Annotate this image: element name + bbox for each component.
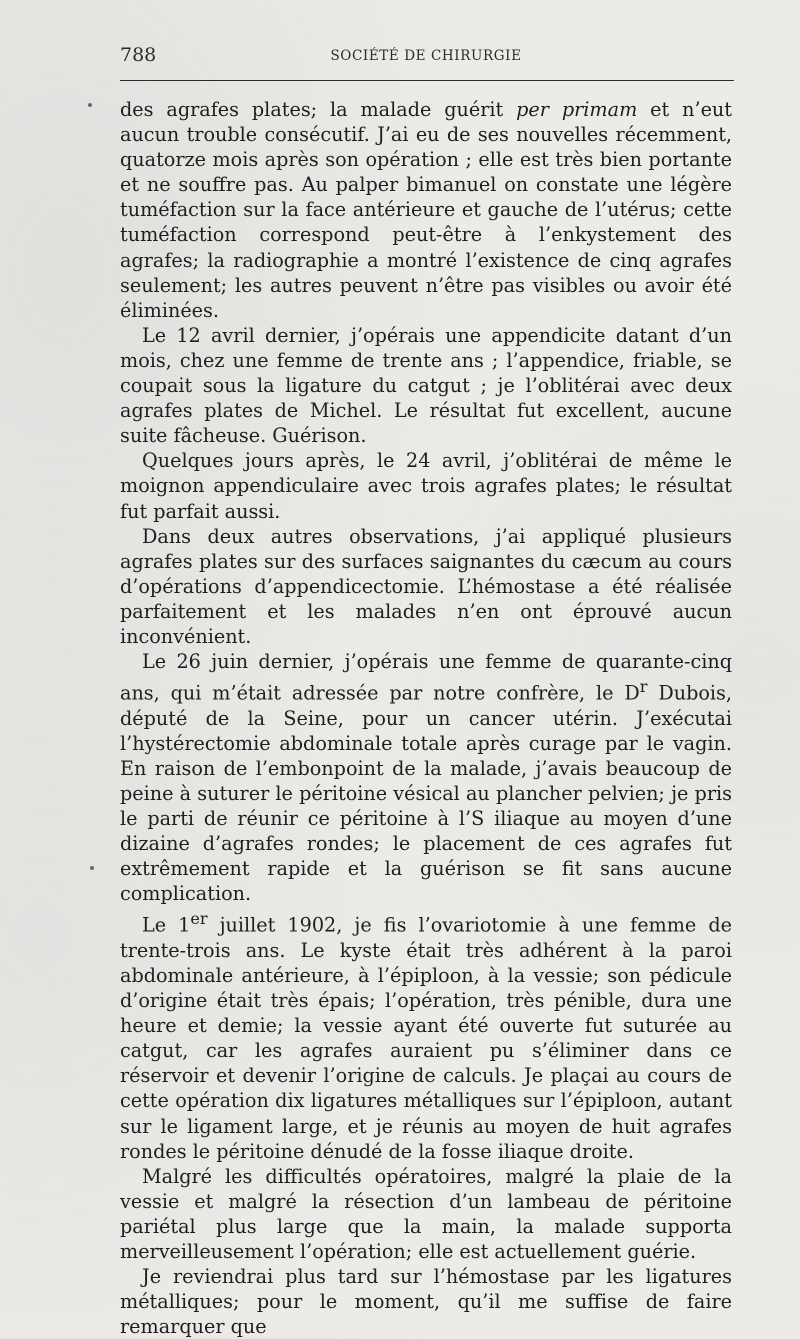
header-rule [120,80,734,81]
paragraph-1-text-a: des agrafes plates; la malade guérit [120,98,517,121]
paper-speck [90,866,94,870]
superscript: er [190,909,208,929]
paragraph-8: Je reviendrai plus tard sur l’hémostase par les ligatures métalliques; pour le moment, qu’il me suffise de faire remarquer que [120,1265,732,1339]
paper-speck [88,103,92,107]
paragraph-3: Quelques jours après, le 24 avril, j’oblitérai de même le moignon appendiculaire avec trois agrafes plates; le résultat fut parfait aussi. [120,449,732,523]
paragraph-1 [120,97,732,323]
paragraph-5-text-b: Dubois, député de la Seine, pour un cancer utérin. J’exécutai l’hystérectomie abdominale totale après curage par le vagin. En raison de l’embonpoint de la malade, j’avais beaucoup de peine à suturer le péritoine vésical au plancher pelvien; je pris le parti de réunir ce péritoine à l’S iliaque au moyen d’une dizaine d’agrafes rondes; le placement de ces agrafes fut extrêmement rapide et la guérison se fit sans aucune complication. [120,681,732,906]
superscript: r [639,677,648,697]
paragraph-7: Malgré les difficultés opératoires, malgré la plaie de la vessie et malgré la résection d’un lambeau de péritoine pariétal plus large que la main, la malade supporta merveilleusement l’opération; elle est actuellement guérie. [120,1164,732,1263]
paragraph-1-text-b: et n’eut aucun trouble consécutif. J’ai eu de ses nouvelles récemment, quatorze mois après son opération ; elle est très bien portante et ne souffre pas. Au palper bimanuel on constate une légère tuméfaction sur la face antérieure et gauche de l’utérus; cette tuméfaction correspond peut-être à l’enkystement des agrafes; la radiographie a montré l’existence de cinq agrafes seulement; les autres peuvent n’être pas visibles ou avoir été éliminées. [120,98,732,322]
page-number: 788 [120,44,157,66]
paragraph-2: Le 12 avril dernier, j’opérais une appendicite datant d’un mois, chez une femme de trente ans ; l’appendice, friable, se coupait sous la ligature du catgut ; je l’oblitérai avec deux agrafes plates de Michel. Le résultat fut excellent, aucune suite fâcheuse. Guérison. [120,323,732,448]
paragraph-5-text-a: Le 26 juin dernier, j’opérais une femme de quarante-cinq ans, qui m’était adressée par notre confrère, le D [120,650,732,705]
body-text [120,97,732,1339]
italic-phrase: per primam [516,98,638,121]
paragraph-4: Dans deux autres observations, j’ai appliqué plusieurs agrafes plates sur des surfaces saignantes du cæcum au cours d’opérations d’appendicectomie. L’hémostase a été réalisée parfaitement et les malades n’en ont éprouvé aucun inconvénient. [120,524,732,648]
paragraph-6 [120,906,732,1163]
paragraph-6-text-a: Le 1 [142,913,191,937]
running-head: SOCIÉTÉ DE CHIRURGIE [330,48,522,64]
paragraph-5 [120,649,732,906]
paragraph-6-text-b: juillet 1902, je fis l’ovariotomie à une femme de trente-trois ans. Le kyste était très adhérent à la paroi abdominale antérieure, à l’épiploon, à la vessie; son pédicule d’origine était très épais; l’opération, très pénible, dura une heure et demie; la vessie ayant été ouverte fut suturée au catgut, car les agrafes auraient pu s’éliminer dans ce réservoir et devenir l’origine de calculs. Je plaçai au cours de cette opération dix ligatures métalliques sur l’épiploon, autant sur le ligament large, et je réunis au moyen de huit agrafes rondes le péritoine dénudé de la fosse iliaque droite. [120,913,732,1163]
page-header [118,44,734,70]
